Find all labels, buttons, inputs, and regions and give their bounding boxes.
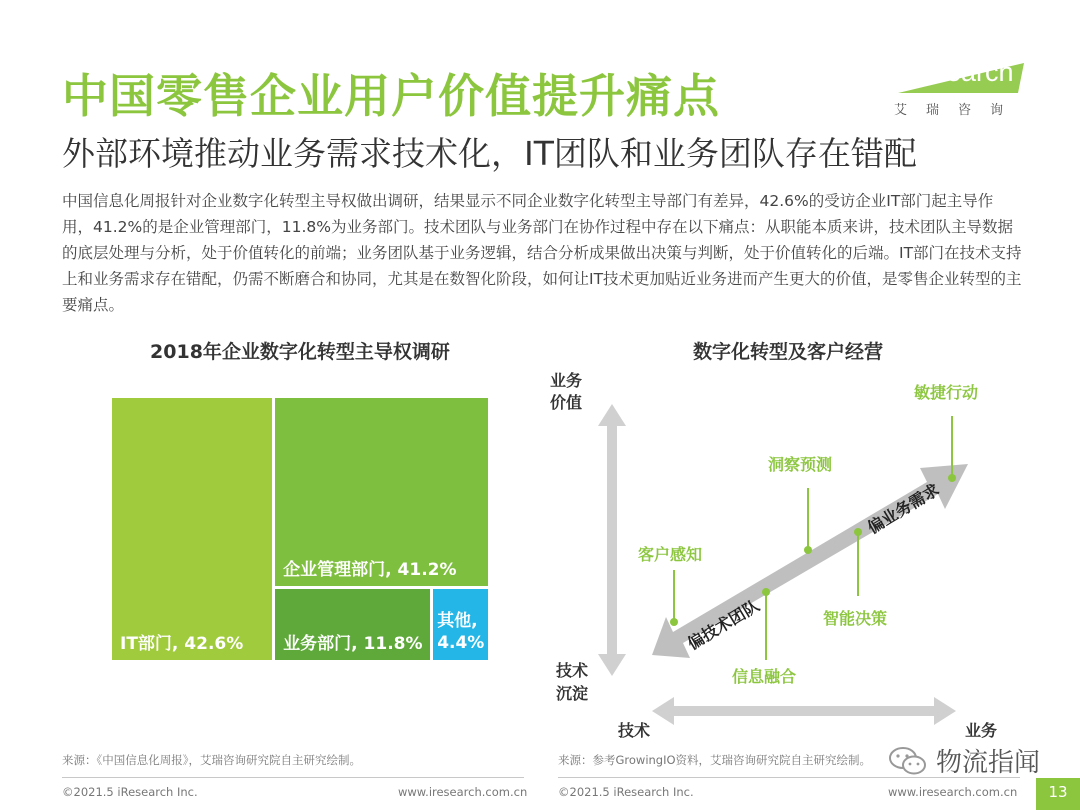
x-axis-arrow-right bbox=[934, 697, 956, 725]
y-axis-bottom-label-1: 技术 bbox=[556, 661, 589, 680]
footer-divider-left bbox=[62, 777, 524, 778]
point-label-customer-perception: 客户感知 bbox=[638, 545, 703, 564]
point-label-info-fusion: 信息融合 bbox=[732, 667, 797, 686]
tile-other bbox=[433, 589, 488, 660]
tile-it-department bbox=[112, 398, 272, 660]
iresearch-logo bbox=[892, 57, 1032, 127]
y-axis-top-label-2: 价值 bbox=[550, 393, 583, 412]
url-right: www.iresearch.com.cn bbox=[888, 785, 1018, 799]
arrow-right-label: 偏业务需求 bbox=[864, 479, 943, 538]
x-axis-arrow-left bbox=[652, 697, 674, 725]
tile-it-department-label: IT部门, 42.6% bbox=[120, 634, 244, 654]
url-left: www.iresearch.com.cn bbox=[398, 785, 528, 799]
y-axis-top-label-1: 业务 bbox=[550, 371, 583, 390]
y-axis-arrow-up bbox=[598, 404, 626, 426]
copyright-left: ©2021.5 iResearch Inc. bbox=[62, 785, 198, 799]
tile-business-department-label: 业务部门, 11.8% bbox=[283, 633, 423, 654]
watermark-text: 物流指闻 bbox=[936, 748, 1041, 778]
wechat-icon bbox=[888, 745, 928, 777]
source-right: 来源：参考GrowingIO资料，艾瑞咨询研究院自主研究绘制。 bbox=[558, 753, 872, 767]
arrow-left-label: 偏技术团队 bbox=[684, 595, 763, 654]
watermark bbox=[888, 742, 1040, 779]
digital-transformation-diagram bbox=[540, 360, 1040, 750]
treemap-chart bbox=[112, 398, 488, 660]
y-axis-bottom-label-2: 沉淀 bbox=[556, 684, 589, 703]
diagram-title: 数字化转型及客户经营 bbox=[692, 341, 883, 363]
point-insight-prediction bbox=[768, 455, 832, 554]
x-axis-left-label: 技术 bbox=[618, 721, 651, 740]
point-label-insight-prediction: 洞察预测 bbox=[768, 455, 833, 474]
page-number: 13 bbox=[1036, 778, 1080, 810]
x-axis-right-label: 业务 bbox=[965, 721, 998, 740]
point-label-agile-action: 敏捷行动 bbox=[914, 383, 979, 402]
logo-subtitle: 艾瑞咨询 bbox=[894, 103, 1023, 118]
tile-management-department bbox=[275, 398, 488, 586]
tile-management-department-label: 企业管理部门, 41.2% bbox=[283, 560, 457, 581]
intro-paragraph: 中国信息化周报针对企业数字化转型主导权做出调研，结果显示不同企业数字化转型主导部门有差异，42.6%的受访企业IT部门起主导作用，41.2%的是企业管理部门，11.8%为业务部门。技术团队与业务部门在协作过程中存在以下痛点：从职能本质来讲，技术团队主导数据的底层处理与分析，处于价值转化的前端；业务团队基于业务逻辑，结合分析成果做出决策与判断，处于价值转化的后端。IT部门在技术支持上和业务需求存在错配，仍需不断磨合和协同，尤其是在数智化阶段，如何让IT技术更加贴近业务进而产生更大的价值，是零售企业转型的主要痛点。 bbox=[62, 192, 1022, 314]
page-subtitle: 外部环境推动业务需求技术化，IT团队和业务团队存在错配 bbox=[62, 134, 917, 173]
point-label-smart-decision: 智能决策 bbox=[823, 609, 888, 628]
logo-text: iResearch bbox=[892, 57, 1014, 87]
copyright-right: ©2021.5 iResearch Inc. bbox=[558, 785, 694, 799]
point-customer-perception bbox=[638, 545, 702, 626]
y-axis-arrow-down bbox=[598, 654, 626, 676]
tile-other-label: 其他, 4.4% bbox=[437, 610, 485, 653]
tile-business-department bbox=[275, 589, 430, 660]
page-title: 中国零售企业用户价值提升痛点 bbox=[62, 69, 720, 123]
treemap-title: 2018年企业数字化转型主导权调研 bbox=[150, 341, 450, 363]
source-left: 来源：《中国信息化周报》，艾瑞咨询研究院自主研究绘制。 bbox=[62, 753, 361, 767]
